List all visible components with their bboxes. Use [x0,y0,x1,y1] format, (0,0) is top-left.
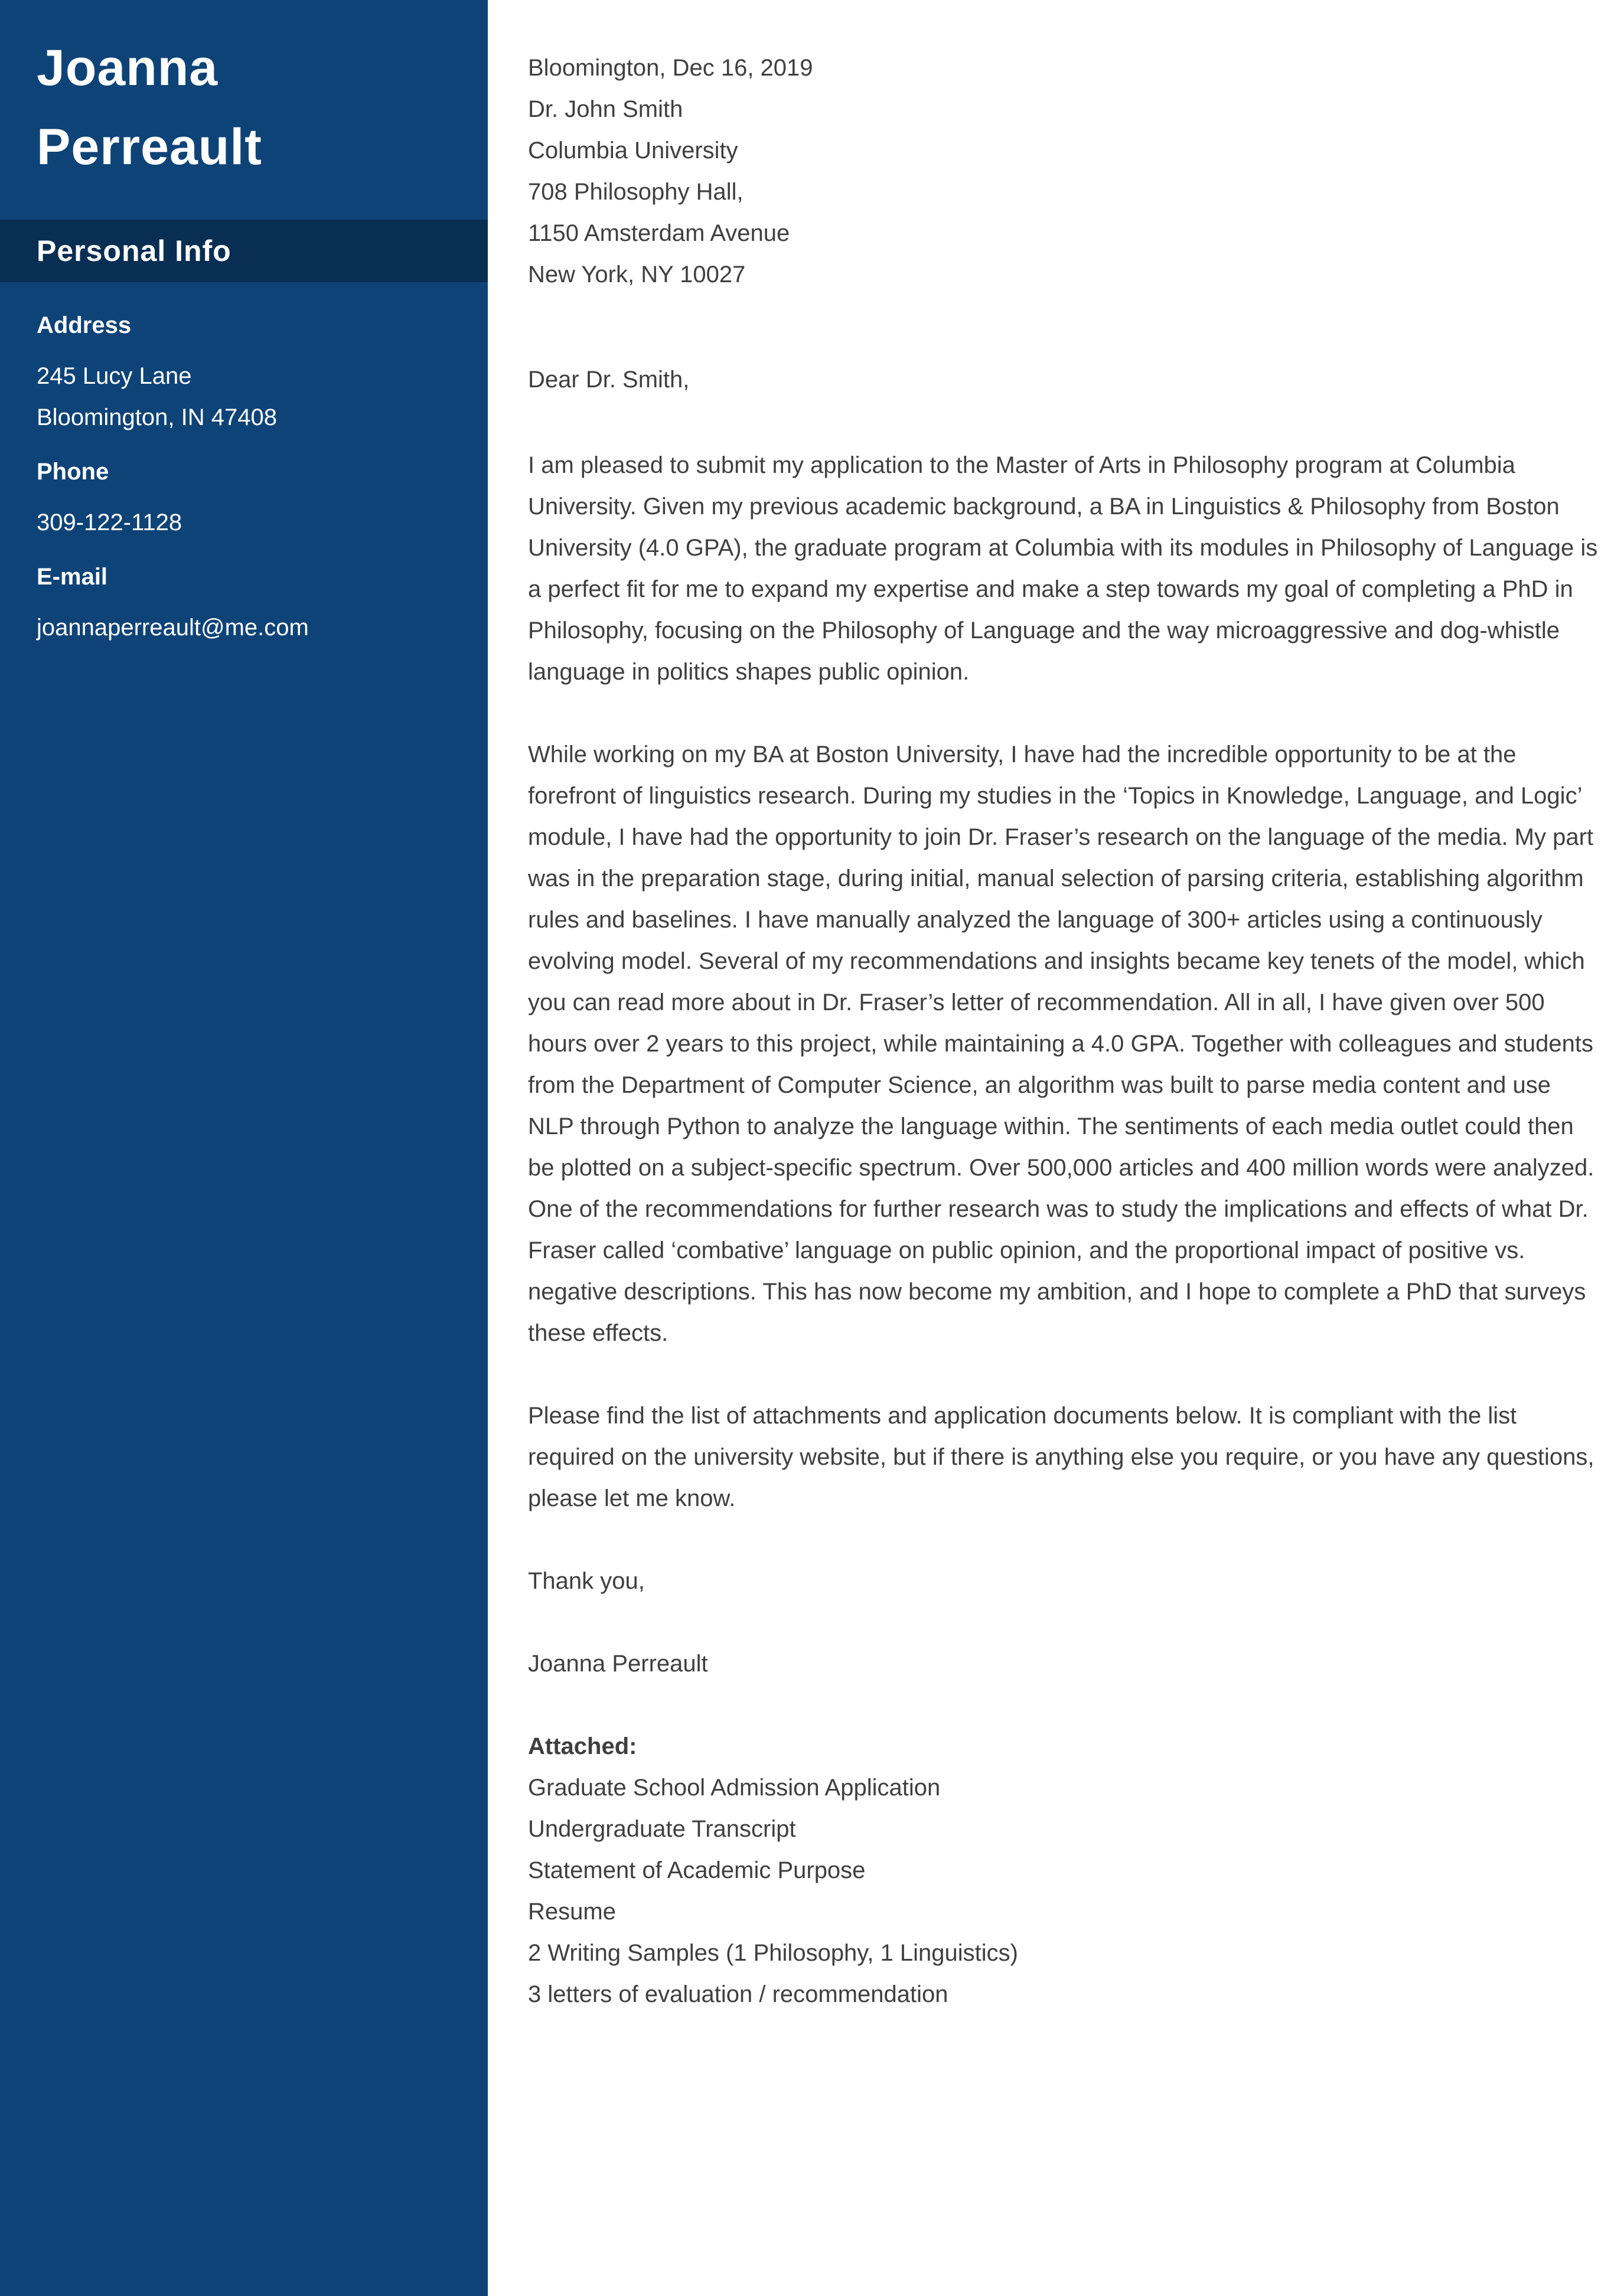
letter-paragraph: I am pleased to submit my application to the Master of Arts in Philosophy program at Columbia University. Given my previous academic background, a BA in Linguistics & Philosophy from Boston University (4.0 GPA), the graduate program at Columbia with its modules in Philosophy of Language is a perfect fit for me to expand my expertise and make a step towards my goal of completing a PhD in Philosophy, focusing on the Philosophy of Language and the way microaggressive and dog-whistle language in politics shapes public opinion. [528,452,1598,685]
signature-name: Joanna Perreault [528,1651,708,1677]
address-label: Address [37,312,132,338]
attachment-item: 3 letters of evaluation / recommendation [528,1981,948,2007]
person-first-name: Joanna [37,40,219,96]
recipient-line: 708 Philosophy Hall, [528,179,743,205]
attachment-item: Undergraduate Transcript [528,1816,796,1842]
personal-info-title: Personal Info [37,234,231,267]
recipient-line: New York, NY 10027 [528,262,746,288]
personal-info-fields [0,282,488,648]
phone-value: 309-122-1128 [37,510,182,535]
address-field [37,305,458,438]
recipient-line: Dr. John Smith [528,96,683,122]
address-line: 245 Lucy Lane [37,363,192,389]
attachment-item: Statement of Academic Purpose [528,1857,866,1883]
phone-field [37,451,458,543]
sidebar [0,0,488,2296]
salutation: Dear Dr. Smith, [528,367,690,393]
email-field [37,556,458,648]
recipient-block [528,89,1600,295]
phone-label: Phone [37,459,109,485]
date-line: Bloomington, Dec 16, 2019 [528,55,813,81]
closing-line: Thank you, [528,1568,645,1594]
email-label: E-mail [37,564,108,590]
recipient-line: 1150 Amsterdam Avenue [528,220,790,246]
person-last-name: Perreault [37,119,262,175]
letter-body [488,0,1624,2296]
attachment-item: Graduate School Admission Application [528,1775,941,1801]
letter-paragraph: Please find the list of attachments and application documents below. It is compliant with the list required on the university website, but if there is anything else you require, or you have any questions, please let me know. [528,1403,1594,1511]
recipient-line: Columbia University [528,138,738,164]
attachment-item: 2 Writing Samples (1 Philosophy, 1 Linguistics) [528,1940,1018,1966]
letter-paragraph: While working on my BA at Boston University, I have had the incredible opportunity to be at the forefront of linguistics research. During my studies in the ‘Topics in Knowledge, Language, and Logic’ module, I have had the opportunity to join Dr. Fraser’s research on the language of the media. My part was in the preparation stage, during initial, manual selection of parsing criteria, establishing algorithm rules and baselines. I have manually analyzed the language of 300+ articles using a continuously evolving model. Several of my recommendations and insights became key tenets of the model, which you can read more about in Dr. Fraser’s letter of recommendation. All in all, I have given over 500 hours over 2 years to this project, while maintaining a 4.0 GPA. Together with colleagues and students from the Department of Computer Science, an algorithm was built to parse media content and use NLP through Python to analyze the language within. The sentiments of each media outlet could then be plotted on a subject-specific spectrum. Over 500,000 articles and 400 million words were analyzed. One of the recommendations for further research was to study the implications and effects of what Dr. Fraser called ‘combative’ language on public opinion, and the proportional impact of positive vs. negative descriptions. This has now become my ambition, and I hope to complete a PhD that surveys these effects. [528,742,1594,1346]
email-value: joannaperreault@me.com [37,615,309,641]
attachment-item: Resume [528,1899,616,1925]
attached-heading: Attached: [528,1733,637,1759]
address-line: Bloomington, IN 47408 [37,404,277,430]
person-name [0,0,488,187]
personal-info-header [0,220,488,282]
